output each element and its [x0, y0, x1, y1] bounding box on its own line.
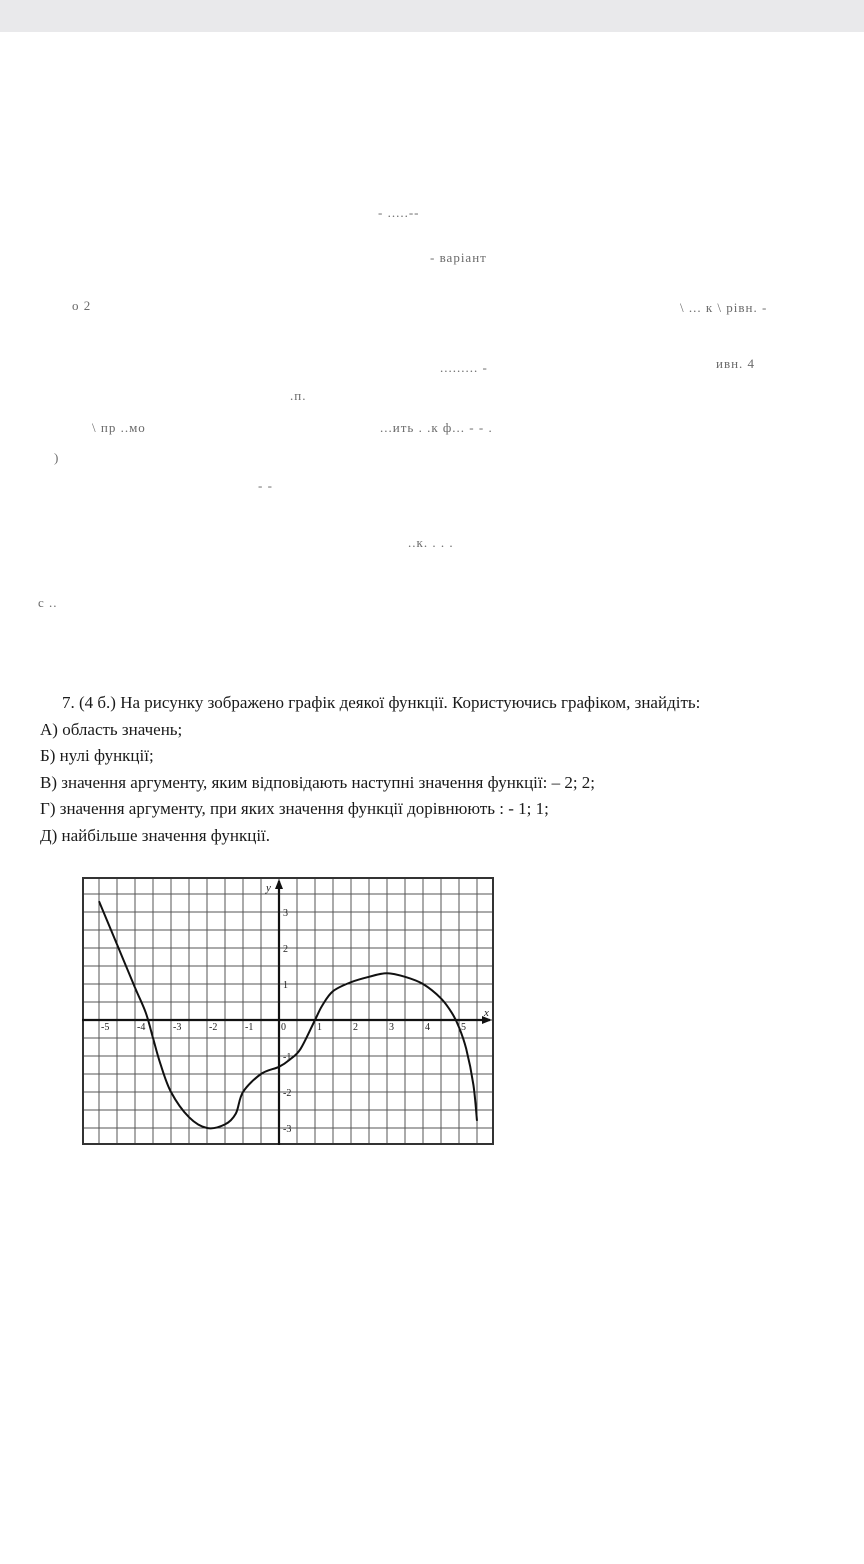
browser-top-bar — [0, 0, 864, 32]
x-tick-label: -1 — [245, 1022, 254, 1033]
x-tick-label: -4 — [137, 1022, 146, 1033]
problem-7 — [40, 690, 840, 849]
problem-item-g: Г) значення аргументу, при яких значення функції дорівнюють : - 1; 1; — [40, 799, 549, 818]
function-graph — [82, 877, 494, 1145]
x-tick-label: 3 — [389, 1022, 394, 1033]
faded-text-fragment: - - — [258, 478, 273, 493]
faded-text-fragment: - .....-- — [378, 205, 420, 220]
y-axis-label: y — [266, 882, 271, 894]
faded-text-fragment: - варіант — [430, 250, 487, 265]
tick-labels — [101, 908, 466, 1135]
faded-text-fragment: о 2 — [72, 298, 92, 313]
x-tick-label: -3 — [173, 1022, 182, 1033]
x-tick-label: 4 — [425, 1022, 430, 1033]
problem-item-v: В) значення аргументу, яким відповідають наступні значення функції: – 2; 2; — [40, 772, 596, 792]
x-tick-label: 1 — [317, 1022, 322, 1033]
faded-text-fragment: \ пр ..мо — [92, 420, 146, 435]
faded-text-fragment: \ ... к \ рівн. - — [680, 300, 768, 315]
x-tick-label: 5 — [461, 1022, 466, 1033]
problem-item-a: А) область значень; — [40, 719, 183, 739]
x-axis-label: x — [484, 1007, 489, 1019]
faded-text-fragment: ) — [54, 450, 60, 465]
x-tick-label: 2 — [353, 1022, 358, 1033]
problem-heading: 7. (4 б.) На рисунку зображено графік деякої функції. Користуючись графіком, знайдіть: — [62, 693, 701, 712]
x-tick-label: 0 — [281, 1022, 286, 1033]
y-tick-label: -3 — [283, 1124, 292, 1135]
faded-text-fragment: ..к. . . . — [408, 535, 454, 550]
x-tick-label: -2 — [209, 1022, 218, 1033]
faded-text-fragment: с .. — [38, 595, 58, 610]
faded-text-fragment: ......... - — [440, 360, 488, 375]
y-tick-label: 2 — [283, 944, 288, 955]
faded-text-fragment: ...ить . .к ф... - - . — [380, 420, 493, 435]
problem-item-b: Б) нулі функції; — [40, 746, 154, 765]
y-tick-label: 3 — [283, 908, 288, 919]
faded-text-fragment: ивн. 4 — [716, 356, 756, 371]
y-tick-label: -1 — [283, 1052, 292, 1063]
problem-item-d: Д) найбільше значення функції. — [40, 825, 271, 845]
y-tick-label: 1 — [283, 980, 288, 991]
faded-text-fragment: .п. — [290, 388, 307, 403]
x-tick-label: -5 — [101, 1022, 110, 1033]
y-axis-arrow — [275, 879, 283, 889]
y-tick-label: -2 — [283, 1088, 292, 1099]
grid — [82, 877, 494, 1145]
